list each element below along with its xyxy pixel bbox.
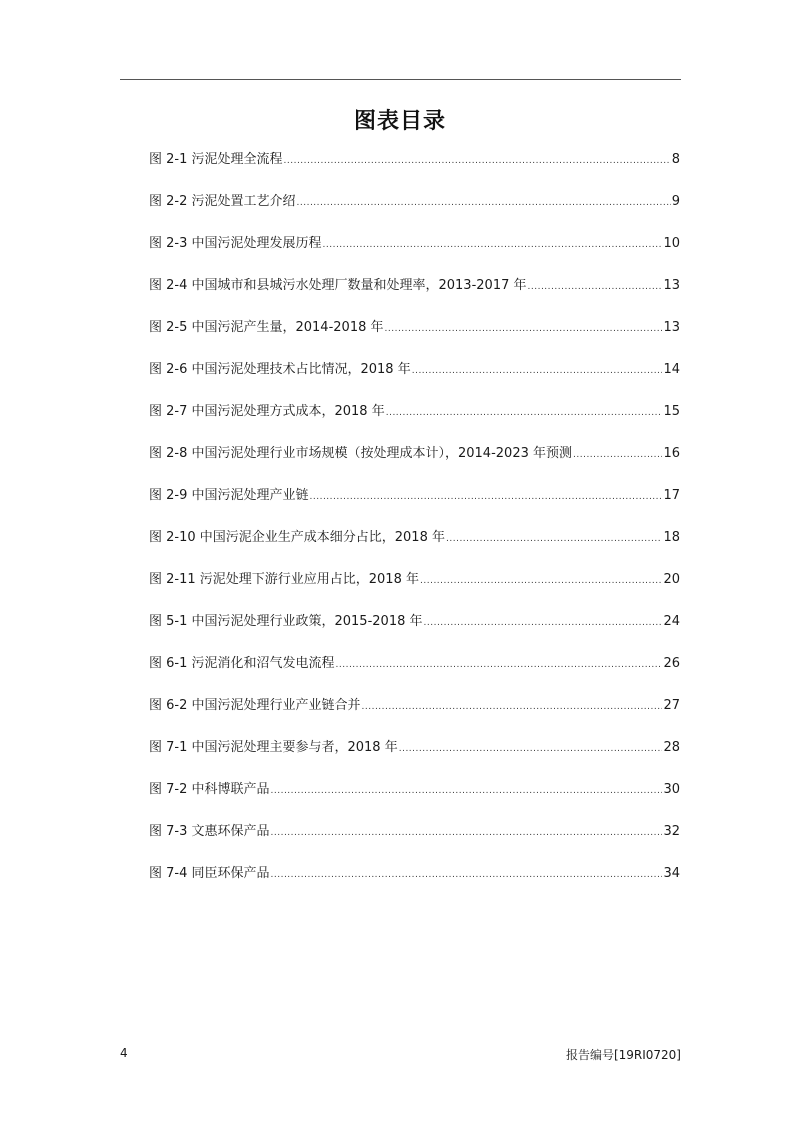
toc-entry-page: 27 — [663, 698, 680, 713]
dot-leader — [336, 654, 663, 676]
toc-entry-title: 图 2-11 污泥处理下游行业应用占比，2018 年 — [149, 572, 419, 587]
toc-entry-page: 8 — [671, 152, 680, 167]
toc-entry-page: 18 — [663, 530, 680, 545]
toc-entry-page: 14 — [663, 362, 680, 377]
toc-entry-title: 图 2-7 中国污泥处理方式成本，2018 年 — [149, 404, 385, 419]
dot-leader — [399, 738, 663, 760]
dot-leader — [310, 486, 663, 508]
toc-entry[interactable] — [149, 317, 680, 359]
toc-entry[interactable] — [149, 695, 680, 737]
toc-entry-page: 15 — [663, 404, 680, 419]
dot-leader — [446, 528, 662, 550]
dot-leader — [420, 570, 662, 592]
toc-entry[interactable] — [149, 233, 680, 275]
toc-entry-page: 13 — [663, 278, 680, 293]
toc-entry[interactable] — [149, 821, 680, 863]
toc-entry-page: 10 — [663, 236, 680, 251]
dot-leader — [528, 276, 663, 298]
toc-entry-title: 图 7-4 同臣环保产品 — [149, 866, 270, 881]
toc-entry[interactable] — [149, 443, 680, 485]
table-of-figures — [149, 149, 680, 905]
toc-entry[interactable] — [149, 653, 680, 695]
toc-entry-page: 24 — [663, 614, 680, 629]
toc-entry[interactable] — [149, 863, 680, 905]
toc-entry-title: 图 2-9 中国污泥处理产业链 — [149, 488, 309, 503]
dot-leader — [271, 864, 663, 886]
toc-entry-title: 图 2-8 中国污泥处理行业市场规模（按处理成本计），2014-2023 年预测 — [149, 446, 572, 461]
toc-entry[interactable] — [149, 527, 680, 569]
header-rule — [120, 79, 681, 80]
footer-page-number: 4 — [120, 1046, 128, 1060]
dot-leader — [573, 444, 662, 466]
toc-entry-page: 28 — [663, 740, 680, 755]
toc-entry-page: 32 — [663, 824, 680, 839]
footer-report-id: 报告编号[19RI0720] — [565, 1048, 681, 1062]
toc-entry-page: 20 — [663, 572, 680, 587]
toc-entry-page: 34 — [663, 866, 680, 881]
toc-entry-title: 图 6-2 中国污泥处理行业产业链合并 — [149, 698, 361, 713]
toc-entry[interactable] — [149, 737, 680, 779]
toc-entry[interactable] — [149, 569, 680, 611]
toc-entry-title: 图 2-2 污泥处置工艺介绍 — [149, 194, 296, 209]
toc-entry[interactable] — [149, 149, 680, 191]
toc-entry[interactable] — [149, 401, 680, 443]
toc-entry-title: 图 2-6 中国污泥处理技术占比情况，2018 年 — [149, 362, 411, 377]
dot-leader — [271, 780, 663, 802]
toc-entry[interactable] — [149, 779, 680, 821]
dot-leader — [271, 822, 663, 844]
toc-entry[interactable] — [149, 485, 680, 527]
toc-entry-title: 图 7-3 文惠环保产品 — [149, 824, 270, 839]
toc-entry-page: 16 — [663, 446, 680, 461]
toc-entry[interactable] — [149, 275, 680, 317]
toc-entry-title: 图 2-1 污泥处理全流程 — [149, 152, 283, 167]
toc-entry[interactable] — [149, 611, 680, 653]
dot-leader — [297, 192, 671, 214]
toc-entry[interactable] — [149, 191, 680, 233]
toc-entry-page: 9 — [671, 194, 680, 209]
toc-entry-title: 图 2-4 中国城市和县城污水处理厂数量和处理率，2013-2017 年 — [149, 278, 527, 293]
toc-entry-title: 图 7-2 中科博联产品 — [149, 782, 270, 797]
toc-entry-page: 13 — [663, 320, 680, 335]
toc-entry-title: 图 2-3 中国污泥处理发展历程 — [149, 236, 322, 251]
toc-entry-title: 图 6-1 污泥消化和沼气发电流程 — [149, 656, 335, 671]
dot-leader — [323, 234, 663, 256]
page-title: 图表目录 — [353, 109, 446, 134]
toc-entry-title: 图 2-5 中国污泥产生量，2014-2018 年 — [149, 320, 384, 335]
dot-leader — [362, 696, 663, 718]
toc-entry[interactable] — [149, 359, 680, 401]
toc-entry-title: 图 2-10 中国污泥企业生产成本细分占比，2018 年 — [149, 530, 445, 545]
dot-leader — [284, 150, 671, 172]
toc-entry-page: 26 — [663, 656, 680, 671]
toc-entry-title: 图 7-1 中国污泥处理主要参与者，2018 年 — [149, 740, 398, 755]
dot-leader — [385, 318, 663, 340]
dot-leader — [386, 402, 663, 424]
dot-leader — [412, 360, 663, 382]
toc-entry-page: 17 — [663, 488, 680, 503]
toc-entry-title: 图 5-1 中国污泥处理行业政策，2015-2018 年 — [149, 614, 423, 629]
toc-entry-page: 30 — [663, 782, 680, 797]
dot-leader — [424, 612, 663, 634]
